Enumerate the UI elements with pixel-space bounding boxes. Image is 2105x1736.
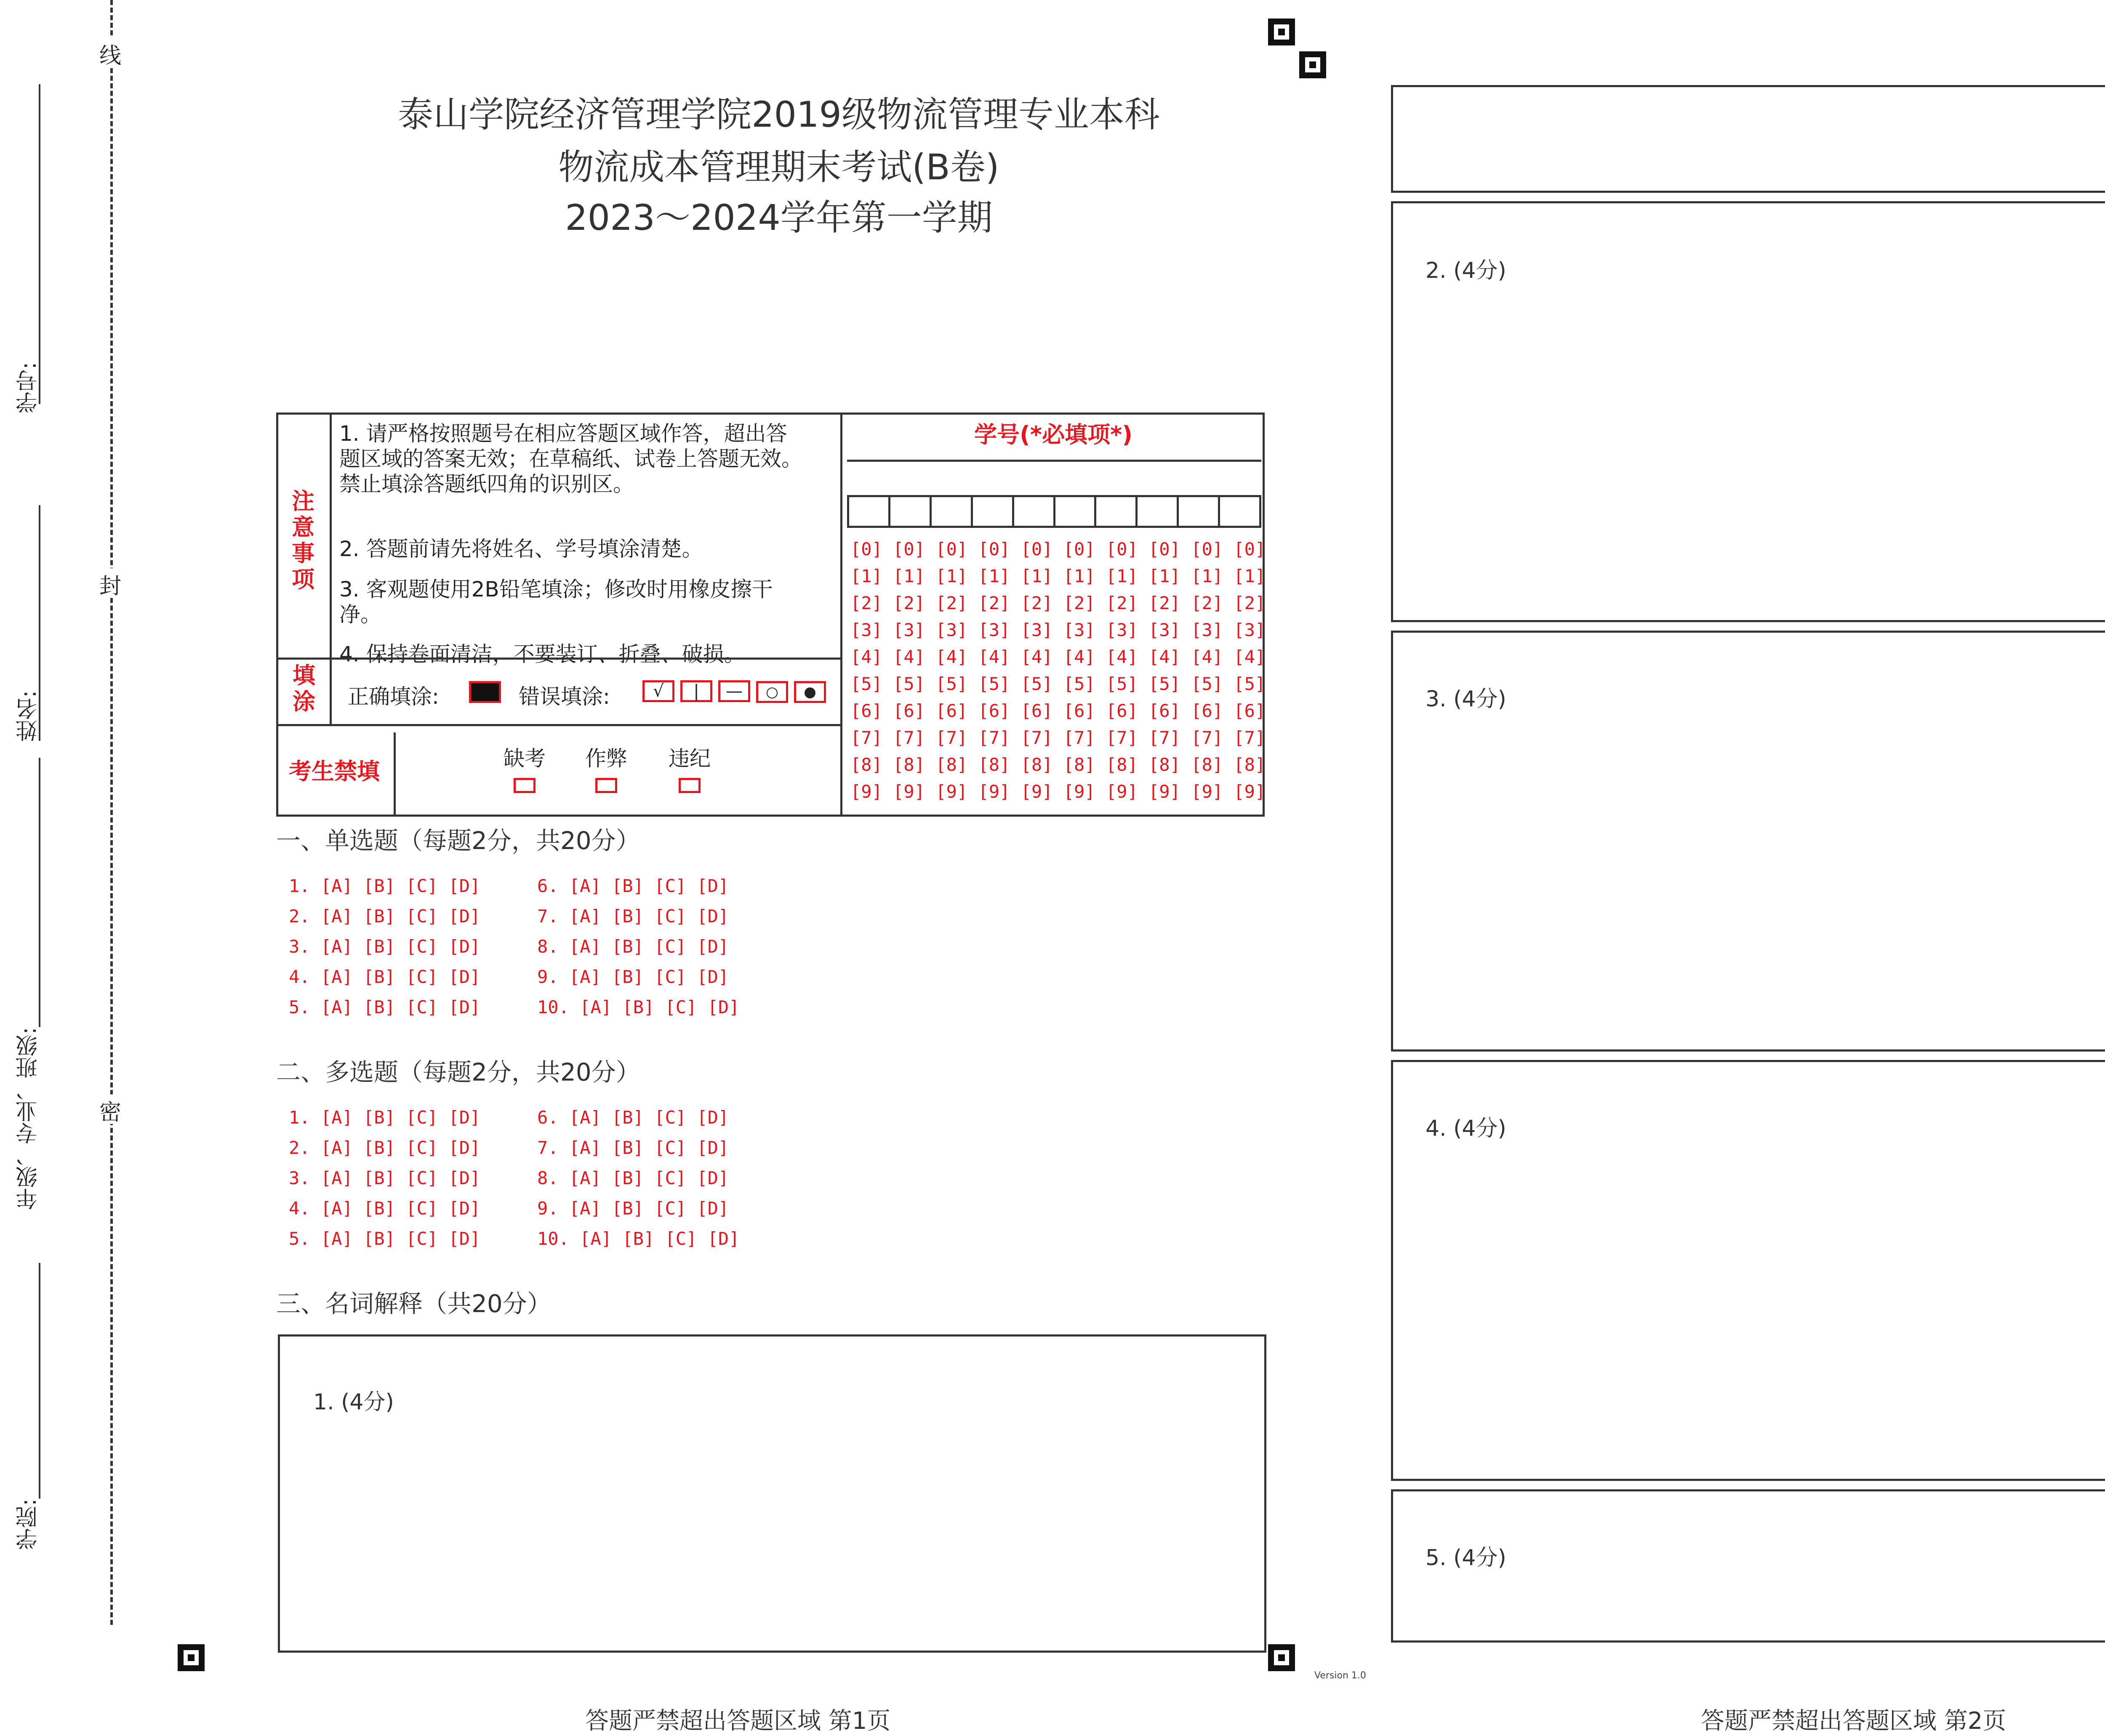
college-label: 学院: [16, 1499, 41, 1550]
s2-q7[interactable]: 7. [A] [B] [C] [D] [537, 1137, 729, 1158]
footer-page-1: 答题严禁超出答题区域 第1页 [585, 1707, 891, 1735]
section1-title: 一、单选题（每题2分，共20分） [276, 826, 640, 855]
s2-q3[interactable]: 3. [A] [B] [C] [D] [289, 1168, 481, 1188]
college-line[interactable] [39, 1263, 40, 1499]
student-id-row-3[interactable]: [3] [3] [3] [3] [3] [3] [3] [3] [3] [3] [850, 620, 1266, 640]
forbidden-option-cheat-box[interactable] [595, 778, 617, 793]
answer-box-q1-label: 1. (4分) [313, 1390, 394, 1415]
fill-wrong-sample-5: ● [794, 681, 826, 703]
student-id-row-2[interactable]: [2] [2] [2] [2] [2] [2] [2] [2] [2] [2] [850, 593, 1266, 613]
registration-marker-bottom-mid [1268, 1644, 1295, 1671]
student-id-write-boxes[interactable] [847, 495, 1261, 528]
student-id-divider [840, 413, 842, 817]
answer-box-q1[interactable] [278, 1334, 1266, 1653]
notice-divider [276, 658, 840, 660]
forbidden-option-violation-box[interactable] [679, 778, 701, 793]
answer-box-q4-label: 4. (4分) [1426, 1116, 1506, 1141]
footer-page-2: 答题严禁超出答题区域 第2页 [1701, 1707, 2006, 1735]
student-id-row-0[interactable]: [0] [0] [0] [0] [0] [0] [0] [0] [0] [0] [850, 539, 1266, 559]
notice-item-2: 2. 答题前请先将姓名、学号填涂清楚。 [339, 537, 703, 561]
student-id-digit-box-9[interactable] [1179, 495, 1220, 528]
fill-wrong-sample-4: ○ [756, 681, 788, 703]
answer-box-q3-label: 3. (4分) [1426, 687, 1506, 712]
fill-correct-label: 正确填涂: [348, 684, 439, 709]
s2-q1[interactable]: 1. [A] [B] [C] [D] [289, 1107, 481, 1128]
forbidden-option-cheat-label: 作弊 [585, 746, 627, 771]
student-id-digit-box-5[interactable] [1014, 495, 1055, 528]
student-id-bubble-grid[interactable] [850, 539, 1265, 808]
class-label: 年级、专业、班级: [16, 1027, 41, 1210]
s1-q2[interactable]: 2. [A] [B] [C] [D] [289, 906, 481, 927]
forbidden-option-absent-label: 缺考 [504, 746, 546, 771]
forbidden-option-absent-box[interactable] [514, 778, 536, 793]
student-id-digit-box-2[interactable] [890, 495, 932, 528]
registration-marker-top-left-2 [1299, 51, 1326, 78]
forbidden-option-violation-label: 违纪 [669, 746, 711, 771]
exam-title-line1: 泰山学院经济管理学院2019级物流管理专业本科 [398, 94, 1160, 135]
student-id-digit-box-8[interactable] [1138, 495, 1179, 528]
s1-q5[interactable]: 5. [A] [B] [C] [D] [289, 997, 481, 1017]
version-label: Version 1.0 [1314, 1670, 1366, 1681]
student-id-heading: 学号(*必填项*) [974, 421, 1132, 448]
student-id-line[interactable] [39, 84, 40, 404]
s2-q10[interactable]: 10. [A] [B] [C] [D] [537, 1228, 740, 1249]
s1-q1[interactable]: 1. [A] [B] [C] [D] [289, 876, 481, 896]
binding-dashed-line [110, 0, 113, 1625]
s1-q6[interactable]: 6. [A] [B] [C] [D] [537, 876, 729, 896]
s2-q2[interactable]: 2. [A] [B] [C] [D] [289, 1137, 481, 1158]
s1-q10[interactable]: 10. [A] [B] [C] [D] [537, 997, 740, 1017]
notice-item-1: 1. 请严格按照题号在相应答题区域作答，超出答题区域的答案无效；在草稿纸、试卷上答题无效。禁止填涂答题纸四角的识别区。 [339, 421, 802, 496]
student-id-digit-box-4[interactable] [973, 495, 1014, 528]
s1-q7[interactable]: 7. [A] [B] [C] [D] [537, 906, 729, 927]
answer-box-q2-label: 2. (4分) [1426, 258, 1506, 283]
class-line[interactable] [39, 758, 40, 1027]
student-id-digit-box-3[interactable] [932, 495, 973, 528]
s2-q9[interactable]: 9. [A] [B] [C] [D] [537, 1198, 729, 1219]
binding-word-xian: 线 [98, 38, 123, 67]
answer-box-q1-continued[interactable] [1391, 85, 2105, 193]
fill-correct-sample [469, 681, 501, 703]
s1-q8[interactable]: 8. [A] [B] [C] [D] [537, 936, 729, 957]
student-id-digit-box-6[interactable] [1055, 495, 1097, 528]
binding-word-mi: 密 [98, 1094, 123, 1124]
forbidden-option-cheat[interactable] [581, 742, 632, 795]
fill-wrong-sample-3: — [718, 680, 750, 702]
notice-item-4: 4. 保持卷面清洁，不要装订、折叠、破损。 [339, 642, 745, 666]
section2-title: 二、多选题（每题2分，共20分） [276, 1058, 640, 1086]
fill-wrong-sample-2: | [680, 680, 712, 702]
answer-box-q5-label: 5. (4分) [1426, 1545, 1506, 1571]
student-id-row-1[interactable]: [1] [1] [1] [1] [1] [1] [1] [1] [1] [1] [850, 566, 1266, 586]
s1-q9[interactable]: 9. [A] [B] [C] [D] [537, 967, 729, 987]
s1-q4[interactable]: 4. [A] [B] [C] [D] [289, 967, 481, 987]
fill-divider [276, 724, 840, 726]
exam-title-line2: 物流成本管理期末考试(B卷) [558, 146, 999, 188]
student-id-digit-box-1[interactable] [847, 495, 890, 528]
exam-title-line3: 2023～2024学年第一学期 [565, 197, 993, 238]
fill-wrong-samples [642, 680, 826, 703]
fill-wrong-sample-1: √ [642, 680, 674, 702]
forbidden-heading: 考生禁填 [289, 758, 380, 785]
binding-word-feng: 封 [98, 568, 123, 598]
student-id-label: 学号: [16, 362, 41, 413]
s2-q4[interactable]: 4. [A] [B] [C] [D] [289, 1198, 481, 1219]
section1-grid[interactable] [289, 876, 794, 1027]
s2-q8[interactable]: 8. [A] [B] [C] [D] [537, 1168, 729, 1188]
student-id-digit-box-7[interactable] [1096, 495, 1138, 528]
registration-marker-top-left [1268, 19, 1295, 45]
s1-q3[interactable]: 3. [A] [B] [C] [D] [289, 936, 481, 957]
forbidden-option-violation[interactable] [664, 742, 715, 795]
student-id-row-6[interactable]: [6] [6] [6] [6] [6] [6] [6] [6] [6] [6] [850, 700, 1266, 721]
student-id-row-8[interactable]: [8] [8] [8] [8] [8] [8] [8] [8] [8] [8] [850, 754, 1266, 775]
s2-q5[interactable]: 5. [A] [B] [C] [D] [289, 1228, 481, 1249]
fill-heading: 填涂 [293, 662, 315, 715]
binding-margin [0, 0, 126, 1717]
name-label: 姓名: [16, 690, 41, 742]
student-id-row-4[interactable]: [4] [4] [4] [4] [4] [4] [4] [4] [4] [4] [850, 647, 1266, 667]
notice-heading: 注意事项 [292, 488, 314, 593]
student-id-row-9[interactable]: [9] [9] [9] [9] [9] [9] [9] [9] [9] [9] [850, 781, 1266, 802]
student-id-heading-underline [847, 460, 1261, 462]
section3-title: 三、名词解释（共20分） [276, 1289, 552, 1318]
s2-q6[interactable]: 6. [A] [B] [C] [D] [537, 1107, 729, 1128]
notice-item-3: 3. 客观题使用2B铅笔填涂；修改时用橡皮擦干净。 [339, 577, 773, 627]
forbidden-option-absent[interactable] [499, 742, 550, 795]
student-id-digit-box-10[interactable] [1220, 495, 1261, 528]
section2-grid[interactable] [289, 1107, 794, 1259]
student-id-row-5[interactable]: [5] [5] [5] [5] [5] [5] [5] [5] [5] [5] [850, 674, 1266, 694]
fill-wrong-label: 错误填涂: [519, 684, 610, 709]
student-id-row-7[interactable]: [7] [7] [7] [7] [7] [7] [7] [7] [7] [7] [850, 727, 1266, 748]
registration-marker-bottom-left [178, 1644, 205, 1671]
